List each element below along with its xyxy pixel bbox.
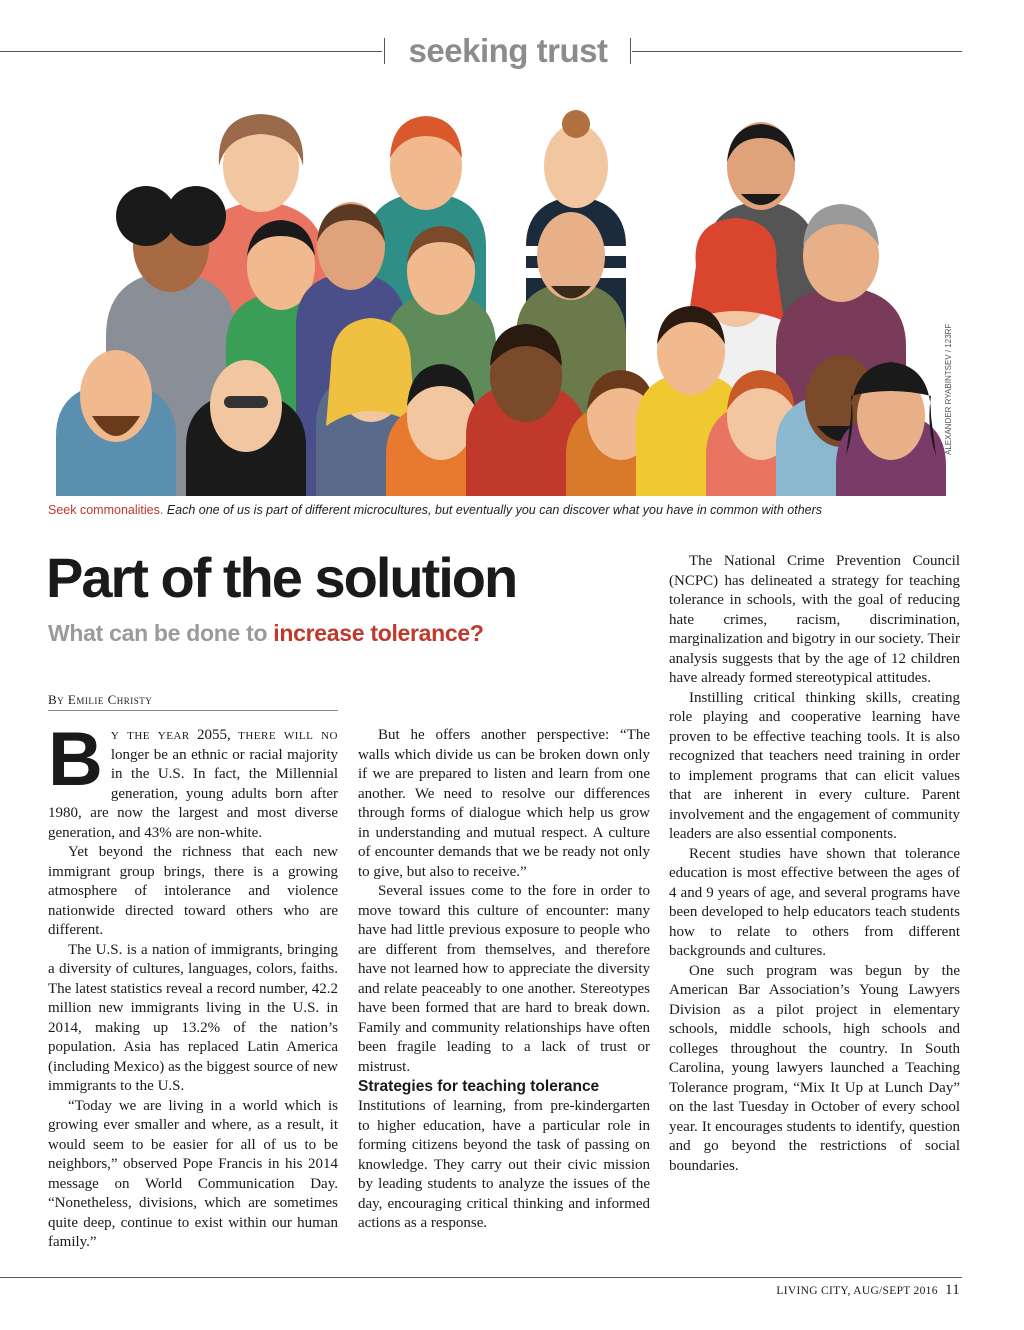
byline: By Emilie Christy: [48, 692, 338, 711]
page-number: 11: [944, 1282, 960, 1298]
caption-lead: Seek commonalities.: [48, 503, 164, 517]
header-rule-right: [632, 51, 962, 52]
subsection-heading: Strategies for teaching tolerance: [358, 1078, 600, 1095]
section-header: [0, 30, 1024, 74]
lead-paragraph: [48, 717, 338, 843]
paragraph-text: longer be an ethnic or racial majority in the U.S. In fact, the Millennial generation, young adults born after 1980, are now the largest and most diverse generation, and 43% are non-white.: [48, 746, 338, 841]
caption-text: Each one of us is part of different microcultures, but eventually you can discover what you have in common with others: [166, 503, 823, 517]
article-column-3: [669, 552, 960, 1176]
body-paragraph: Institutions of learning, from pre-kindergarten to higher education, have a particular role in forming citizens beyond the task of passing on knowledge. They carry out their civic mission by leading students to analyze the issues of the day, encouraging critical thinking and informed actions as a response.: [358, 1098, 650, 1231]
lead-in-text-2: there will no: [238, 727, 338, 743]
publication-info: LIVING CITY, AUG/SEPT 2016: [776, 1285, 938, 1297]
footer-rule: [0, 1277, 962, 1278]
lead-in-text: y the year: [110, 727, 190, 743]
page-footer: [620, 1282, 960, 1299]
body-paragraph: But he offers another perspective: “The walls which divide us can be broken down only if we are prepared to listen and learn from one another. We need to resolve our differences through forms of dialogue which help us grow in understanding and mutual respect. A culture of encounter demands that we be ready not only to give, but also to receive.”: [358, 727, 650, 880]
lead-year: 2055,: [197, 727, 231, 743]
article-column-1: [48, 717, 338, 1253]
body-paragraph: “Today we are living in a world which is growing ever smaller and where, as a result, it would seem to be easier for all of us to be neighbors,” observed Pope Francis in his 2014 message on World Communication Day. “Nonetheless, divisions, which are sometimes quite deep, continue to exist within our human family.”: [48, 1097, 338, 1250]
subhead-accent: increase tolerance?: [273, 620, 484, 646]
header-rule-left: [0, 51, 382, 52]
body-paragraph: The National Crime Prevention Council (NCPC) has delineated a strategy for teaching tolerance in schools, with the goal of reducing hate crimes, racism, discrimination, marginalization and bigotry in our society. Their analysis suggests that by the age of 12 children have already formed stereotypical attitudes.: [669, 553, 960, 686]
drop-cap: B: [48, 717, 103, 802]
section-title: seeking trust: [408, 32, 608, 69]
article-headline: Part of the solution: [46, 546, 517, 609]
body-paragraph: The U.S. is a nation of immigrants, bringing a diversity of cultures, languages, colors, faiths. The latest statistics reveal a record number, 42.2 million new immigrants living in the U.S. in 2014, making up 13.2% of the nation’s population. Asia has replaced Latin America (including Mexico) as the biggest source of new immigrants to the U.S.: [48, 941, 338, 1094]
header-tick-right: [630, 38, 631, 64]
article-column-2: [358, 726, 650, 1234]
image-caption: [48, 503, 948, 517]
photo-credit: ALEXANDER RYABINTSEV / 123RF: [944, 323, 953, 455]
diverse-crowd-illustration: [46, 96, 950, 496]
header-tick-left: [384, 38, 385, 64]
article-subhead: [48, 620, 484, 647]
body-paragraph: Recent studies have shown that tolerance education is most effective between the ages of 4 and 9 years of age, and several programs have been developed to help educators teach students how to relate to others from different backgrounds and cultures.: [669, 845, 960, 959]
subhead-plain: What can be done to: [48, 620, 268, 646]
body-paragraph: Several issues come to the fore in order to move toward this culture of encounter: many have had little previous exposure to people who are different from themselves, and therefore have not learned how to appreciate the diversity and relate peaceably to one another. Stereotypes have been formed that are hard to break down. Family and community relationships have often been fragile leading to a lack of trust or mistrust.: [358, 883, 650, 1075]
body-paragraph: Yet beyond the richness that each new immigrant group brings, there is a growing atmosphere of intolerance and violence nationwide directed toward others who are different.: [48, 844, 338, 938]
body-paragraph: One such program was begun by the American Bar Association’s Young Lawyers Division as a pilot project in elementary schools, middle schools, high schools and colleges throughout the country. In South Carolina, young lawyers launched a Teaching Tolerance program, “Mix It Up at Lunch Day” on the last Tuesday in October of every school year. It encourages students to identify, question and go beyond the restrictions of social boundaries.: [669, 962, 960, 1174]
body-paragraph: Instilling critical thinking skills, creating role playing and cooperative learning have proven to be effective teaching tools. It is also recognized that teachers need training in order to implement programs that can elicit values that are inherent in every culture. Parent involvement and the engagement of community leaders are also essential components.: [669, 689, 960, 842]
